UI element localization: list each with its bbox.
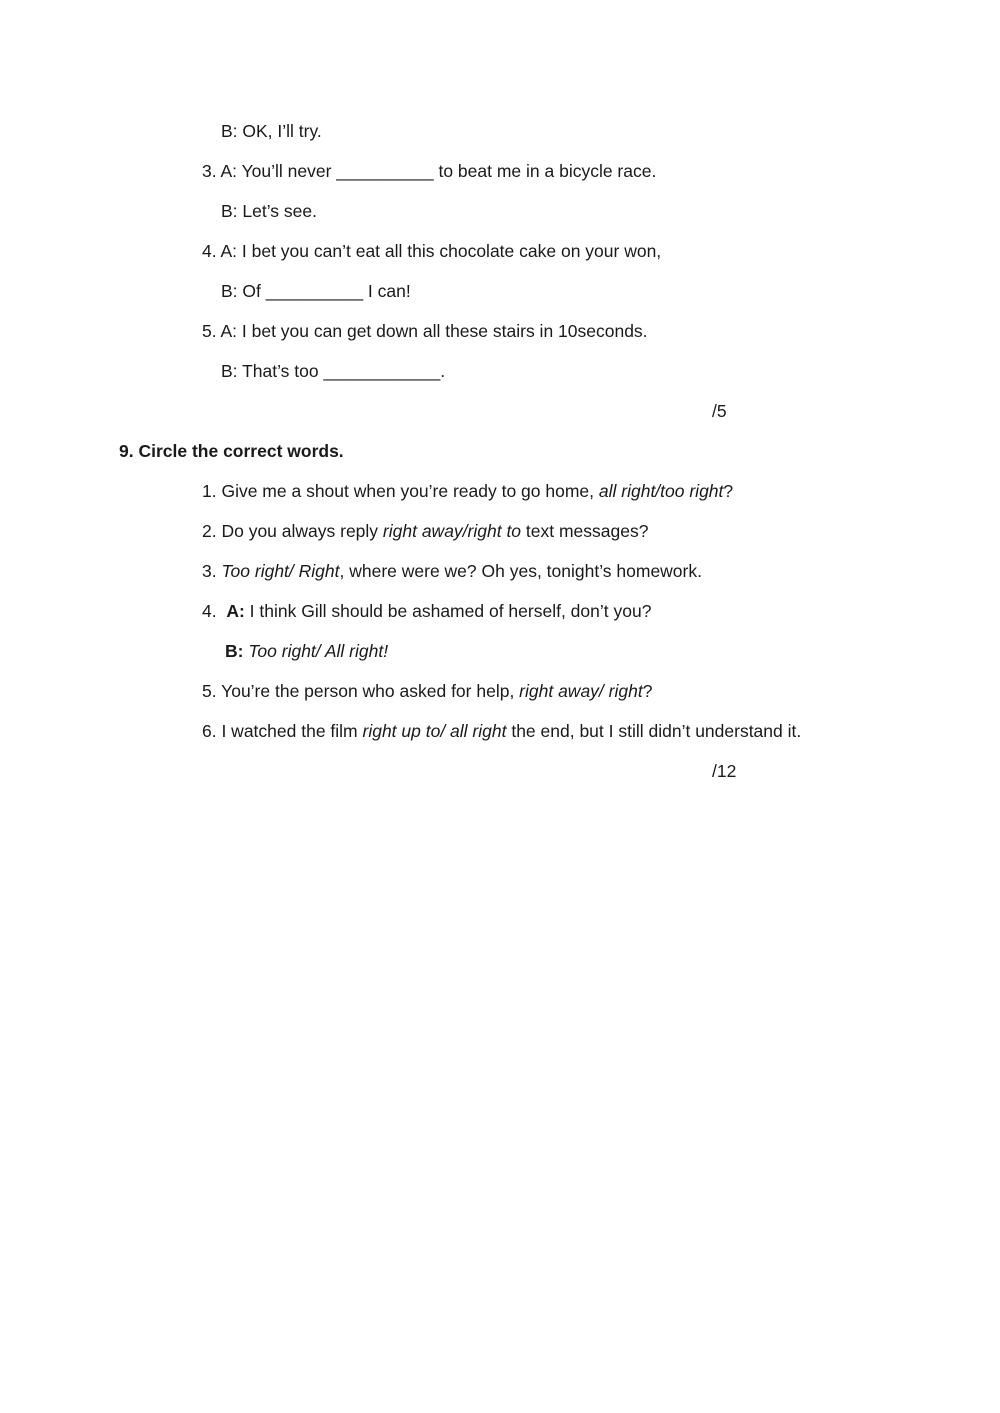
score-label: /5 <box>712 401 727 421</box>
question-3 <box>202 560 702 582</box>
question-text: , where were we? Oh yes, tonight’s homework. <box>339 561 702 581</box>
answer-options[interactable]: right away/right to <box>382 521 522 541</box>
score-label: /12 <box>712 761 737 781</box>
answer-options[interactable]: Too right/ All right! <box>243 641 389 661</box>
dialogue-line: B: Of __________ I can! <box>221 281 411 301</box>
answer-options[interactable]: right away/ right <box>519 681 643 701</box>
question-text: 1. Give me a shout when you’re ready to go home, <box>202 481 599 501</box>
question-4b <box>225 640 388 662</box>
question-text: 2. Do you always reply <box>202 521 383 541</box>
speaker-label: B: <box>225 641 244 661</box>
question-1 <box>202 480 733 502</box>
dialogue-line: 3. A: You’ll never __________ to beat me in a bicycle race. <box>202 161 657 181</box>
dialogue-line: B: OK, I’ll try. <box>221 121 322 141</box>
dialogue-line: 5. A: I bet you can get down all these stairs in 10seconds. <box>202 321 648 341</box>
dialogue-line: 4. A: I bet you can’t eat all this chocolate cake on your won, <box>202 241 662 261</box>
question-text: 6. I watched the film <box>202 721 363 741</box>
question-text: the end, but I still didn’t understand it. <box>506 721 802 741</box>
question-number: 4. <box>202 601 227 621</box>
question-4a <box>202 600 651 622</box>
question-6 <box>202 720 801 742</box>
question-text: 3. <box>202 561 222 581</box>
dialogue-line: B: Let’s see. <box>221 201 317 221</box>
question-5 <box>202 680 652 702</box>
answer-options[interactable]: all right/too right <box>598 481 724 501</box>
question-text: ? <box>642 681 653 701</box>
question-text: ? <box>723 481 734 501</box>
question-text: 5. You’re the person who asked for help, <box>202 681 520 701</box>
section-heading: 9. Circle the correct words. <box>119 441 344 461</box>
question-text: I think Gill should be ashamed of herself, don’t you? <box>244 601 652 621</box>
question-2 <box>202 520 648 542</box>
question-text: text messages? <box>521 521 649 541</box>
speaker-label: A: <box>226 601 245 621</box>
answer-options[interactable]: right up to/ all right <box>362 721 507 741</box>
dialogue-line: B: That’s too ____________. <box>221 361 446 381</box>
answer-options[interactable]: Too right/ Right <box>221 561 340 581</box>
